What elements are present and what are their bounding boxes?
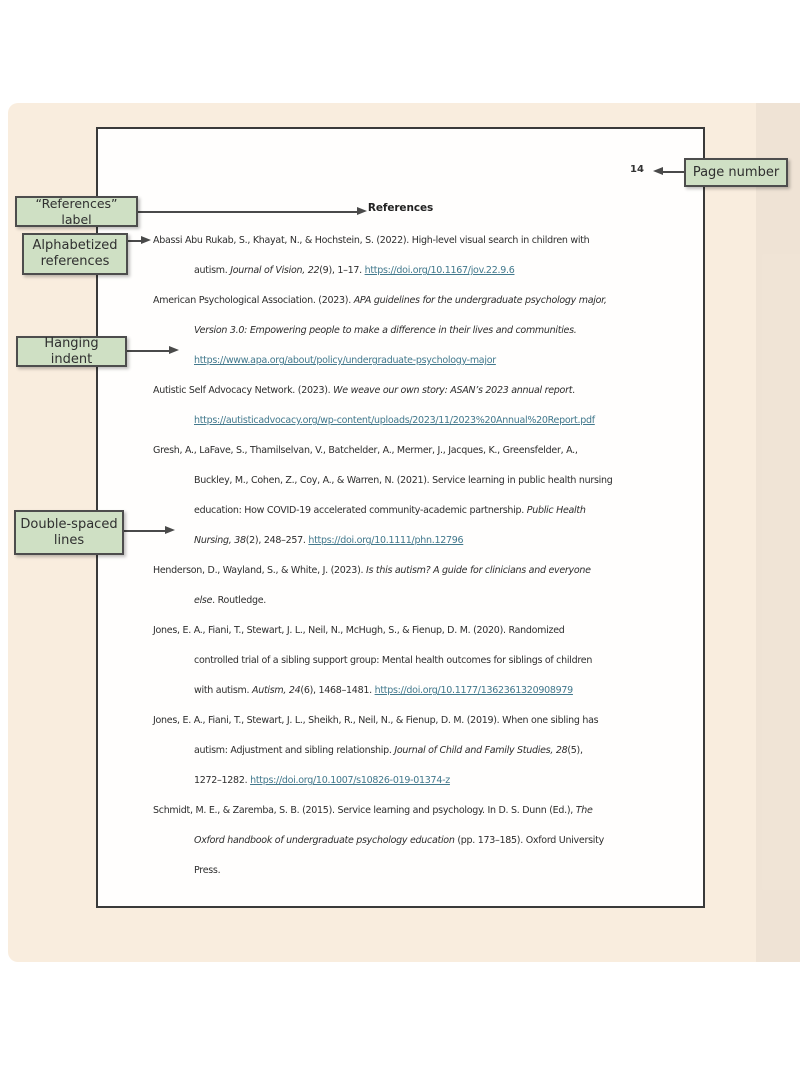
arrow-page-number-head (653, 167, 663, 175)
callout-hanging-indent-text: Hanging indent (44, 335, 99, 367)
italic-text-segment: Journal of Child and Family Studies, 28 (394, 745, 568, 756)
italic-text-segment: Version 3.0: Empowering people to make a difference in their lives and communities. (194, 325, 577, 336)
italic-text-segment: We weave our own story: ASAN’s 2023 annual report (333, 385, 573, 396)
reference-line (194, 256, 663, 286)
text-segment: Gresh, A., LaFave, S., Thamilselvan, V., Batchelder, A., Mermer, J., Jacques, K., Greensfelder, A., (153, 445, 578, 456)
text-segment: (6), 1468–1481. (300, 685, 375, 696)
reference-line (153, 796, 663, 826)
callout-references-label (15, 196, 138, 227)
reference-url-link[interactable]: https://www.apa.org/about/policy/undergraduate-psychology-major (194, 355, 496, 366)
italic-text-segment: Is this autism? A guide for clinicians and everyone (365, 565, 591, 576)
arrow-double-spaced-line (124, 530, 166, 532)
reference-line (153, 556, 663, 586)
reference-line (194, 766, 663, 796)
reference-line (153, 706, 663, 736)
text-segment: (5), (567, 745, 583, 756)
reference-entry (153, 226, 663, 286)
arrow-page-number-line (663, 171, 686, 173)
reference-line (194, 346, 663, 376)
callout-page-number-text: Page number (692, 164, 780, 180)
reference-url-link[interactable]: https://doi.org/10.1111/phn.12796 (308, 535, 464, 546)
text-segment: controlled trial of a sibling support group: Mental health outcomes for siblings of children (194, 655, 593, 666)
reference-entry (153, 556, 663, 616)
italic-text-segment: else (194, 595, 213, 606)
reference-line (153, 616, 663, 646)
references-list (153, 226, 663, 886)
reference-line (194, 316, 663, 346)
italic-text-segment: Oxford handbook of undergraduate psychology education (194, 835, 455, 846)
italic-text-segment: Autism, 24 (252, 685, 301, 696)
arrow-references-label-head (357, 207, 367, 215)
italic-text-segment: APA guidelines for the undergraduate psychology major, (353, 295, 607, 306)
reference-line (153, 286, 663, 316)
page-number-value: 14 (630, 164, 644, 175)
reference-line (153, 226, 663, 256)
text-segment: . (572, 385, 575, 396)
callout-references-label-text: “References” label (35, 195, 118, 227)
italic-text-segment: Nursing, 38 (194, 535, 246, 546)
italic-text-segment: Journal of Vision, 22 (230, 265, 320, 276)
arrow-double-spaced-head (165, 526, 175, 534)
reference-url-link[interactable]: https://doi.org/10.1007/s10826-019-01374-z (250, 775, 450, 786)
text-segment: . Routledge. (212, 595, 266, 606)
callout-double-spaced-lines-text: Double-spaced lines (20, 516, 118, 548)
callout-alphabetized-references (22, 233, 128, 275)
callout-double-spaced-lines (14, 510, 124, 555)
text-segment: Press. (194, 865, 221, 876)
text-segment: autism: Adjustment and sibling relationship. (194, 745, 395, 756)
reference-entry (153, 286, 663, 376)
arrow-alphabetized-line (128, 240, 142, 242)
arrow-alphabetized-head (141, 236, 151, 244)
reference-entry (153, 796, 663, 886)
reference-line (194, 826, 663, 856)
text-segment: (9), 1–17. (319, 265, 365, 276)
arrow-references-label-line (137, 211, 358, 213)
reference-entry (153, 376, 663, 436)
text-segment: American Psychological Association. (2023). (153, 295, 354, 306)
reference-line (194, 496, 663, 526)
text-segment: Autistic Self Advocacy Network. (2023). (153, 385, 334, 396)
reference-url-link[interactable]: https://doi.org/10.1177/1362361320908979 (374, 685, 573, 696)
reference-line (194, 676, 663, 706)
italic-text-segment: Public Health (526, 505, 586, 516)
italic-text-segment: The (575, 805, 593, 816)
reference-entry (153, 616, 663, 706)
reference-entry (153, 706, 663, 796)
text-segment: Jones, E. A., Fiani, T., Stewart, J. L., Neil, N., McHugh, S., & Fienup, D. M. (2020). Randomized (153, 625, 565, 636)
reference-line (194, 586, 663, 616)
reference-line (194, 406, 663, 436)
text-segment: Jones, E. A., Fiani, T., Stewart, J. L., Sheikh, R., Neil, N., & Fienup, D. M. (2019). When one sibling has (153, 715, 599, 726)
text-segment: Henderson, D., Wayland, S., & White, J. (2023). (153, 565, 366, 576)
reference-line (153, 436, 663, 466)
text-segment: Abassi Abu Rukab, S., Khayat, N., & Hochstein, S. (2022). High-level visual search in children with (153, 235, 590, 246)
references-heading: References (367, 202, 434, 214)
text-segment: Buckley, M., Cohen, Z., Coy, A., & Warren, N. (2021). Service learning in public health nursing (194, 475, 613, 486)
text-segment: (pp. 173–185). Oxford University (454, 835, 604, 846)
text-segment: education: How COVID-19 accelerated community-academic partnership. (194, 505, 527, 516)
callout-hanging-indent (16, 336, 127, 367)
reference-line (194, 856, 663, 886)
text-segment: autism. (194, 265, 231, 276)
callout-page-number (684, 158, 788, 187)
reference-url-link[interactable]: https://autisticadvocacy.org/wp-content/uploads/2023/11/2023%20Annual%20Report.pdf (194, 415, 595, 426)
reference-entry (153, 436, 663, 556)
arrow-hanging-indent-line (127, 350, 170, 352)
reference-line (194, 466, 663, 496)
text-segment: 1272–1282. (194, 775, 251, 786)
reference-line (194, 526, 663, 556)
reference-line (194, 736, 663, 766)
text-segment: Schmidt, M. E., & Zaremba, S. B. (2015). Service learning and psychology. In D. S. Dunn (Ed.), (153, 805, 576, 816)
text-segment: (2), 248–257. (245, 535, 309, 546)
arrow-hanging-indent-head (169, 346, 179, 354)
reference-line (194, 646, 663, 676)
panel-right-shade (756, 103, 800, 962)
reference-url-link[interactable]: https://doi.org/10.1167/jov.22.9.6 (364, 265, 515, 276)
text-segment: with autism. (194, 685, 252, 696)
callout-alphabetized-references-text: Alphabetized references (32, 238, 118, 269)
reference-line (153, 376, 663, 406)
